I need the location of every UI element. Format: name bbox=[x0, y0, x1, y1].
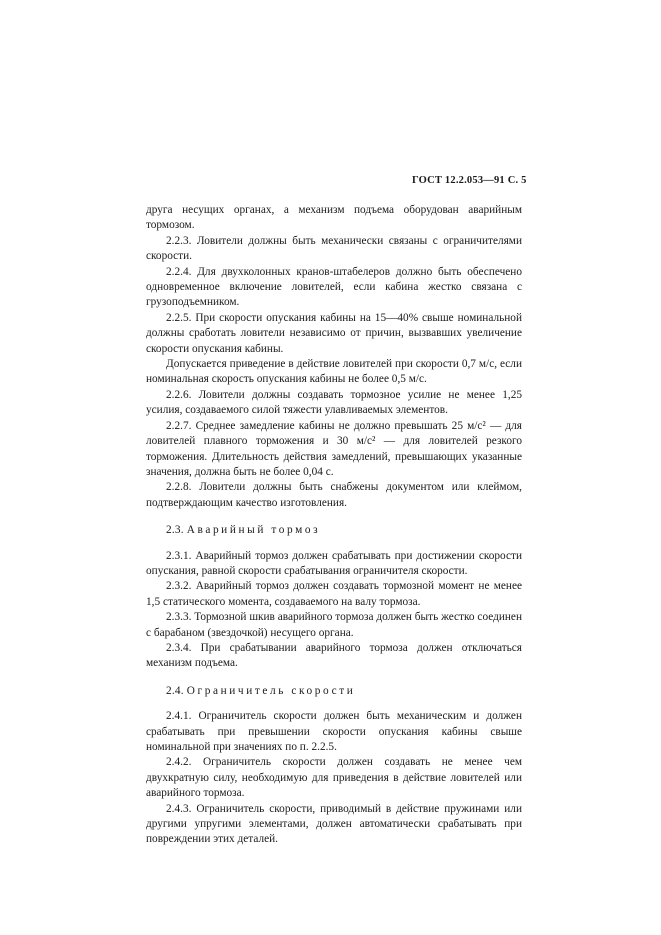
section-heading-2-3 bbox=[146, 523, 522, 538]
paragraph: 2.4.1. Ограничитель скорости должен быть механическим и должен срабатывать при превышении скорости опускания кабины свыше номинальной при значениях по п. 2.2.5. bbox=[146, 710, 522, 753]
paragraph: 2.3.4. При срабатывании аварийного тормоза должен отключаться механизм подъема. bbox=[146, 641, 522, 670]
section-number: 2.3. bbox=[166, 524, 184, 537]
paragraph: 2.2.8. Ловители должны быть снабжены документом или клеймом, подтверждающим качество изготовления. bbox=[146, 481, 522, 509]
paragraph: 2.2.3. Ловители должны быть механически связаны с ограничителями скорости. bbox=[146, 234, 522, 263]
paragraph: 2.4.2. Ограничитель скорости должен создавать не менее чем двухкратную силу, необходимую для приведения в действие ловителей или аварийного тормоза. bbox=[146, 756, 522, 800]
paragraph: 2.3.3. Тормозной шкив аварийного тормоза должен быть жестко соединен с барабаном (звездочкой) несущего органа. bbox=[146, 611, 522, 639]
paragraph: 2.3.1. Аварийный тормоз должен срабатывать при достижении скорости опускания, равной скорости срабатывания ограничителя скорости. bbox=[146, 549, 522, 577]
paragraph: 2.2.6. Ловители должны создавать тормозное усилие не менее 1,25 усилия, создаваемого силой тяжести улавливаемых элементов. bbox=[146, 388, 522, 417]
section-title: Ограничитель скорости bbox=[186, 684, 356, 697]
paragraph: 2.2.4. Для двухколонных кранов-штабелеров должно быть обеспечено одновременное включение ловителей, если кабина жестко связана с грузоподъемником. bbox=[146, 265, 522, 309]
paragraph: 2.2.7. Среднее замедление кабины не должно превышать 25 м/с² — для ловителей плавного торможения и 30 м/с² — для ловителей резкого торможения. Длительность действия замедлений, превышающих указанные значения, должна быть не более 0,04 с. bbox=[146, 419, 522, 478]
document-body bbox=[146, 203, 522, 848]
paragraph: 2.3.2. Аварийный тормоз должен создавать тормозной момент не менее 1,5 статического момента, создаваемого на валу тормоза. bbox=[146, 580, 522, 608]
paragraph: 2.4.3. Ограничитель скорости, приводимый в действие пружинами или другими упругими элементами, должен автоматически срабатывать при повреждении этих деталей. bbox=[146, 802, 522, 846]
section-title: Аварийный тормоз bbox=[186, 524, 321, 537]
paragraph: 2.2.5. При скорости опускания кабины на 15—40% свыше номинальной должны сработать ловители независимо от причин, вызвавших увеличение скорости опускания кабины. bbox=[146, 311, 522, 355]
section-heading-2-4 bbox=[146, 684, 522, 699]
page-header: ГОСТ 12.2.053—91 С. 5 bbox=[412, 175, 527, 186]
section-number: 2.4. bbox=[166, 684, 184, 697]
paragraph: друга несущих органах, а механизм подъема оборудован аварийным тормозом. bbox=[146, 204, 522, 232]
paragraph: Допускается приведение в действие ловителей при скорости 0,7 м/с, если номинальная скорость опускания кабины не более 0,5 м/с. bbox=[146, 358, 522, 386]
